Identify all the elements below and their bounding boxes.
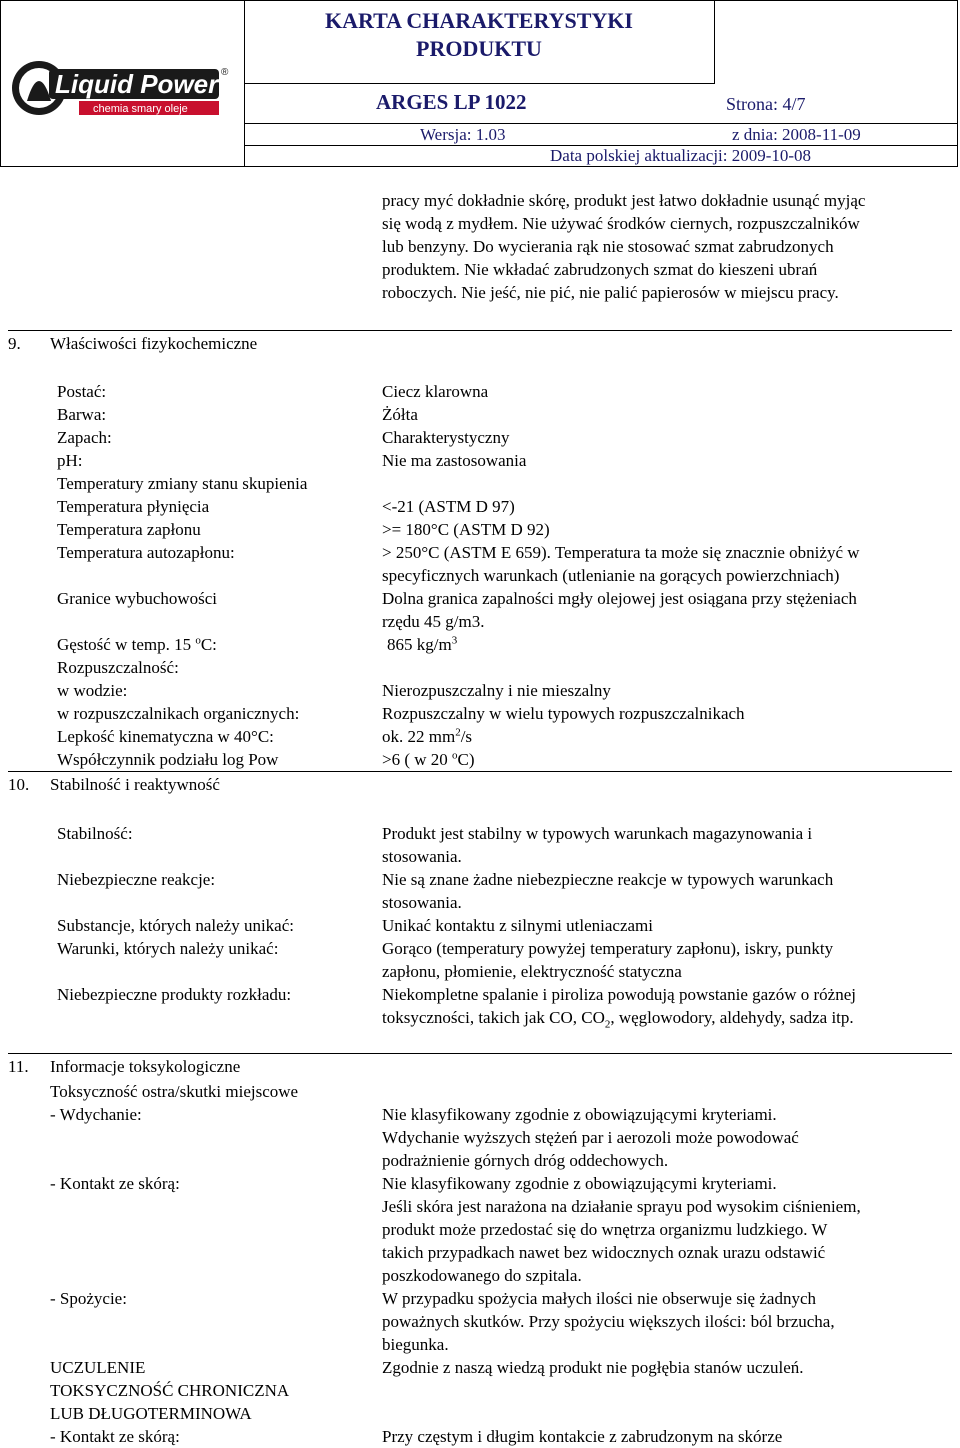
property-label: pH: bbox=[57, 451, 83, 470]
property-value: Żółta bbox=[382, 405, 418, 424]
property-label: Temperatura autozapłonu: bbox=[57, 543, 235, 562]
property-value: Produkt jest stabilny w typowych warunkach magazynowania i bbox=[382, 824, 813, 843]
property-value: Nie klasyfikowany zgodnie z obowiązującymi kryteriami. bbox=[382, 1174, 777, 1193]
property-value: Niekompletne spalanie i piroliza powodują powstanie gazów o różnej bbox=[382, 985, 856, 1004]
property-label: Barwa: bbox=[57, 405, 107, 424]
property-value: toksyczności, takich jak CO, $CO_2$, węglowodory, aldehydy, sadza itp. bbox=[382, 1008, 854, 1031]
intro-line: lub benzyny. Do wycierania rąk nie stosować szmat zabrudzonych bbox=[382, 237, 834, 256]
property-label: - Kontakt ze skórą: bbox=[50, 1174, 180, 1193]
property-label: Granice wybuchowości bbox=[57, 589, 218, 608]
property-label: TOKSYCZNOŚĆ CHRONICZNA bbox=[50, 1381, 290, 1400]
property-label: w rozpuszczalnikach organicznych: bbox=[57, 704, 300, 723]
doc-title-line1: KARTA CHARAKTERYSTYKI bbox=[325, 8, 633, 33]
property-value: zapłonu, płomienie, elektryczność statyczna bbox=[382, 962, 682, 981]
section-9-number: 9. bbox=[8, 334, 21, 353]
property-label: Warunki, których należy unikać: bbox=[57, 939, 279, 958]
logpow-value: >6 ( w 20 $^o$C) bbox=[382, 749, 475, 769]
intro-line: produktem. Nie wkładać zabrudzonych szmat do kieszeni ubrań bbox=[382, 260, 818, 279]
logo-registered: ® bbox=[221, 67, 229, 78]
section-10-rule bbox=[8, 771, 952, 772]
property-value: Rozpuszczalny w wielu typowych rozpuszczalnikach bbox=[382, 704, 745, 723]
property-value: W przypadku spożycia małych ilości nie obserwuje się żadnych bbox=[382, 1289, 816, 1308]
property-label: - Wdychanie: bbox=[50, 1105, 142, 1124]
logo-cell bbox=[1, 1, 245, 166]
property-value: Unikać kontaktu z silnymi utleniaczami bbox=[382, 916, 653, 935]
property-label: Rozpuszczalność: bbox=[57, 658, 179, 677]
property-value: Przy częstym i długim kontakcie z zabrudzonym na skórze bbox=[382, 1427, 783, 1446]
density-value: 865 $kg/m^3$ bbox=[387, 634, 458, 654]
version: Wersja: 1.03 bbox=[420, 125, 506, 144]
property-value: takich przypadkach nawet bez widocznych oznak urazu odstawić bbox=[382, 1243, 826, 1262]
issue-date: z dnia: 2008-11-09 bbox=[732, 125, 861, 144]
update-date: Data polskiej aktualizacji: 2009-10-08 bbox=[550, 146, 812, 165]
property-label: w wodzie: bbox=[57, 681, 128, 700]
property-value: Charakterystyczny bbox=[382, 428, 510, 447]
property-label: Temperatura płynięcia bbox=[57, 497, 210, 516]
document-header bbox=[0, 0, 958, 167]
viscosity-label: Lepkość kinematyczna w 40°C: bbox=[57, 727, 274, 746]
property-label: - Spożycie: bbox=[50, 1289, 127, 1308]
property-value: stosowania. bbox=[382, 847, 462, 866]
property-value: stosowania. bbox=[382, 893, 462, 912]
property-value: > 250°C (ASTM E 659). Temperatura ta może się znacznie obniżyć w bbox=[382, 543, 860, 562]
property-value: Nierozpuszczalny i nie mieszalny bbox=[382, 681, 611, 700]
property-value: poważnych skutków. Przy spożyciu większych ilości: ból brzucha, bbox=[382, 1312, 835, 1331]
product-name: ARGES LP 1022 bbox=[376, 90, 527, 114]
property-label: Temperatury zmiany stanu skupienia bbox=[57, 474, 308, 493]
intro-paragraph bbox=[382, 189, 957, 304]
property-value: biegunka. bbox=[382, 1335, 449, 1354]
property-label: Postać: bbox=[57, 382, 107, 401]
liquid-power-logo bbox=[9, 53, 237, 123]
property-value: Nie klasyfikowany zgodnie z obowiązującymi kryteriami. bbox=[382, 1105, 777, 1124]
property-value: poszkodowanego do szpitala. bbox=[382, 1266, 582, 1285]
property-value: Nie ma zastosowania bbox=[382, 451, 527, 470]
property-value: Wdychanie wyższych stężeń par i aerozoli może powodować bbox=[382, 1128, 799, 1147]
section-9-rule bbox=[8, 330, 952, 331]
property-value: Ciecz klarowna bbox=[382, 382, 489, 401]
property-value: Nie są znane żadne niebezpieczne reakcje w typowych warunkach bbox=[382, 870, 834, 889]
logo-text: Liquid Power bbox=[55, 69, 219, 99]
property-value: Jeśli skóra jest narażona na działanie sprayu pod wysokim ciśnieniem, bbox=[382, 1197, 861, 1216]
section-11-number: 11. bbox=[8, 1057, 29, 1076]
intro-line: pracy myć dokładnie skórę, produkt jest łatwo dokładnie usunąć myjąc bbox=[382, 191, 866, 210]
property-label: Substancje, których należy unikać: bbox=[57, 916, 294, 935]
property-value: Dolna granica zapalności mgły olejowej jest osiągana przy stężeniach bbox=[382, 589, 857, 608]
section-11-subtitle: Toksyczność ostra/skutki miejscowe bbox=[50, 1082, 299, 1101]
section-11-title: Informacje toksykologiczne bbox=[50, 1057, 241, 1076]
density-label: Gęstość w temp. 15 $^o$C: bbox=[57, 634, 217, 654]
property-value: rzędu 45 g/m3. bbox=[382, 612, 485, 631]
property-value: podrażnienie górnych dróg oddechowych. bbox=[382, 1151, 669, 1170]
property-label: UCZULENIE bbox=[50, 1358, 146, 1377]
property-value: >= 180°C (ASTM D 92) bbox=[382, 520, 550, 539]
doc-title-line2: PRODUKTU bbox=[416, 36, 542, 61]
property-label: Temperatura zapłonu bbox=[57, 520, 201, 539]
viscosity-value: ok. 22 $mm^2/s$ bbox=[382, 726, 473, 746]
section-11-rule bbox=[8, 1053, 952, 1054]
property-value: specyficznych warunkach (utlenianie na gorących powierzchniach) bbox=[382, 566, 840, 585]
page-number: Strona: 4/7 bbox=[726, 94, 806, 114]
property-value: produkt może przedostać się do wnętrza organizmu ludzkiego. W bbox=[382, 1220, 828, 1239]
property-label: Niebezpieczne produkty rozkładu: bbox=[57, 985, 292, 1004]
section-10-title: Stabilność i reaktywność bbox=[50, 775, 220, 794]
header-product-row bbox=[244, 83, 957, 124]
logo-subtext: chemia smary oleje bbox=[93, 103, 188, 115]
header-version-row bbox=[244, 123, 957, 146]
property-value: <-21 (ASTM D 97) bbox=[382, 497, 515, 516]
property-value: Zgodnie z naszą wiedzą produkt nie pogłębia stanów uczuleń. bbox=[382, 1358, 804, 1377]
header-update-row bbox=[244, 145, 957, 166]
logpow-label: Współczynnik podziału log Pow bbox=[57, 750, 279, 769]
property-label: Niebezpieczne reakcje: bbox=[57, 870, 216, 889]
section-10-number: 10. bbox=[8, 775, 30, 794]
property-label: - Kontakt ze skórą: bbox=[50, 1427, 180, 1446]
section-9-title: Właściwości fizykochemiczne bbox=[50, 334, 258, 353]
intro-line: roboczych. Nie jeść, nie pić, nie palić papierosów w miejscu pracy. bbox=[382, 283, 839, 302]
intro-line: się wodą z mydłem. Nie używać środków ciernych, rozpuszczalników bbox=[382, 214, 860, 233]
property-label: LUB DŁUGOTERMINOWA bbox=[50, 1404, 252, 1423]
property-value: Gorąco (temperatury powyżej temperatury zapłonu), iskry, punkty bbox=[382, 939, 834, 958]
title-cell bbox=[244, 1, 715, 84]
header-right-blank bbox=[714, 1, 957, 83]
property-label: Stabilność: bbox=[57, 824, 133, 843]
property-label: Zapach: bbox=[57, 428, 112, 447]
